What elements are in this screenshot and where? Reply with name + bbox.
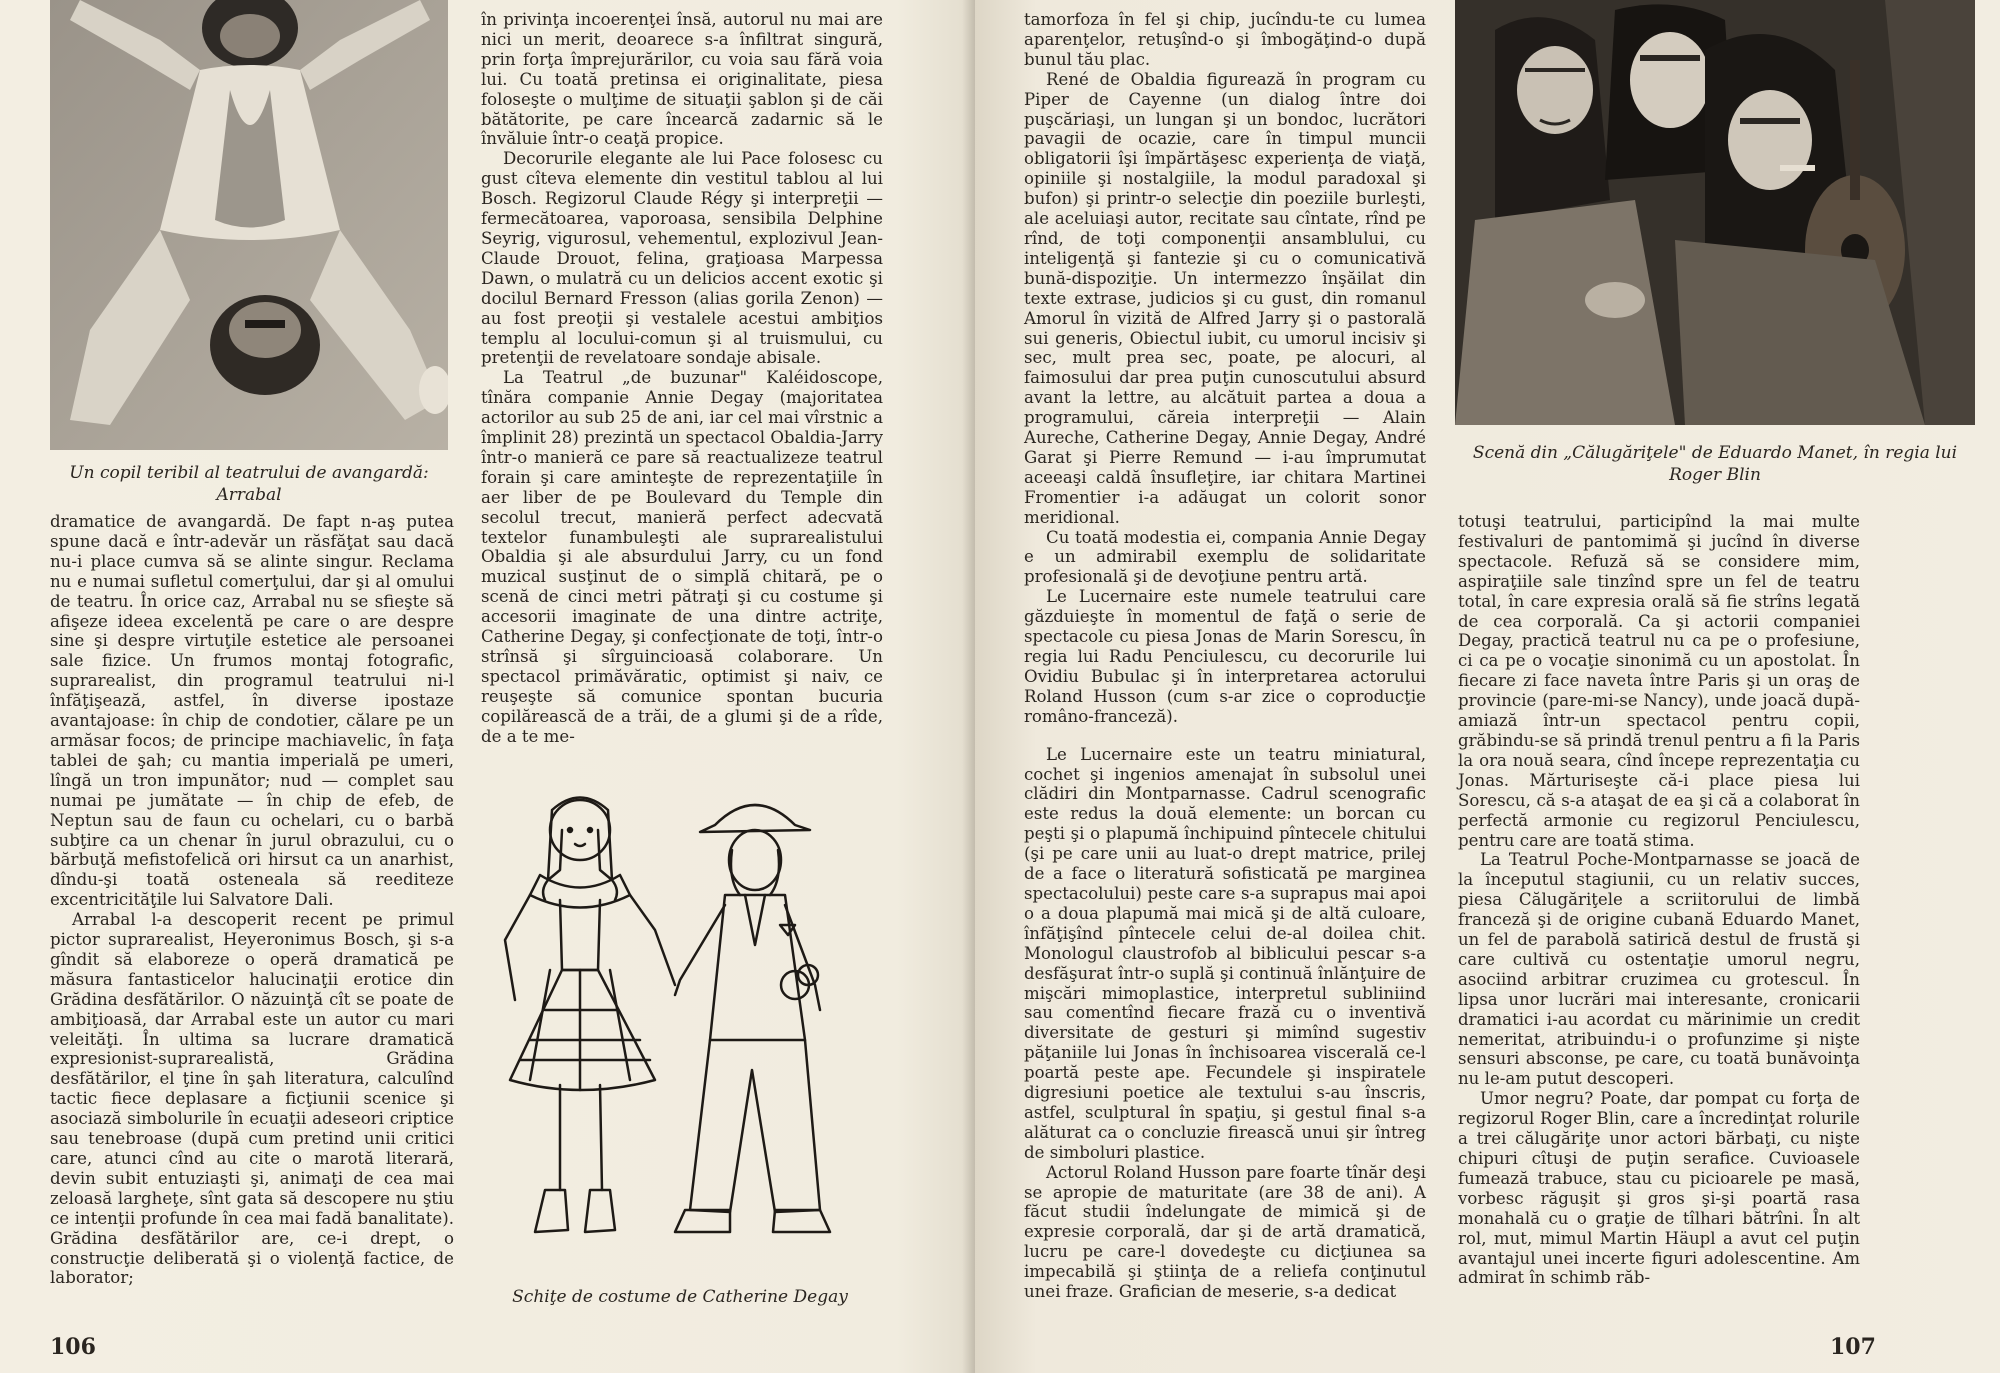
nuns-scene-photo-icon (1455, 0, 1975, 425)
left-page-column-2 (481, 10, 883, 747)
costume-sketch-drawing (490, 770, 870, 1270)
left-page-column-1 (50, 512, 454, 1288)
paragraph: Arrabal l-a descoperit recent pe primul pictor suprarealist, Heyeronimus Bosch, şi s-a gîndit să elaboreze o operă dramatică pe măsura fantasticelor halucinaţii erotice din Grădina desfătărilor. O năzuinţă cît se poate de ambiţioasă, dar Arrabal este un autor cu mari veleităţi. În ultima sa lucrare dramatică expresionist-suprarealistă, Grădina desfătărilor, el ţine în şah literatura, calculînd tactic fiece deplasare a ficţiunii scenice şi asociază simbolurile în ecuaţii adeseori criptice sau tenebroase (după cum pretind unii critici care, atunci cînd au cite o marotă literară, devin subit entuziaşti şi, animaţi de cea mai zeloasă largheţe, sînt gata să descopere nu ştiu ce intenţii profunde în cea mai fadă banalitate). Grădina desfătărilor are, ce-i drept, o construcţie deliberată şi o violenţă factice, de laborator; (50, 910, 454, 1288)
paragraph: în privinţa incoerenţei însă, autorul nu mai are nici un merit, deoarece s-a înfiltrat singură, prin forţa împrejurărilor, cu voia sau fără voia lui. Cu toată pretinsa ei originalitate, piesa foloseşte o mulţime de situaţii şablon şi de căi bătătorite, pe care încearcă zadarnic să le învăluie într-o ceaţă propice. (481, 10, 883, 149)
arrabal-photo (50, 0, 448, 450)
paragraph: tamorfoza în fel şi chip, jucîndu-te cu lumea aparenţelor, retuşînd-o şi îmbogăţind-o după bunul tău plac. (1024, 10, 1426, 69)
paragraph: totuşi teatrului, participînd la mai multe festivaluri de pantomimă şi jucînd în diverse spectacole. Refuză să se considere mim, aspiraţiile sale tinzînd spre un fel de teatru total, în care expresia orală să fie strîns legată de cea corporală. Ca şi actorii companiei Degay, practică teatrul nu ca pe o profesiune, ci ca pe o vocaţie sinonimă cu un apostolat. În fiecare zi face naveta între Paris şi un oraş de provincie (pare-mi-se Nancy), unde joacă după-amiază într-un spectacol pentru copii, grăbindu-se să prindă trenul pentru a fi la Paris la ora nouă seara, cînd începe reprezentaţia cu Jonas. Mărturiseşte că-i place piesa lui Sorescu, că s-a ataşat de ea şi că a colaborat în perfectă armonie cu regizorul Penciulescu, pentru care are toată stima. (1458, 512, 1860, 850)
paragraph: La Teatrul Poche-Montparnasse se joacă de la începutul stagiunii, cu un relativ succes, piesa Călugăriţele a scriitorului de limbă franceză şi de origine cubană Eduardo Manet, un fel de parabolă satirică destul de frustă şi care cultivă cu ostentaţie umorul negru, asociind arbitrar cruzimea cu grotescul. În lipsa unor lucrări mai interesante, cronicarii dramatici i-au acordat cu mărinimie un credit nemeritat, atribuindu-i o profunzime şi nişte sensuri absconse, pe care, cu toată bunăvoinţa nu le-am putut descoperi. (1458, 850, 1860, 1089)
paragraph: La Teatrul „de buzunar" Kaléidoscope, tînăra companie Annie Degay (majoritatea actorilor au sub 25 de ani, iar cel mai vîrstnic a împlinit 28) prezintă un spectacol Obaldia-Jarry într-o manieră ce pare să reactualizeze teatrul forain şi care aminteşte de reprezentaţiile în aer liber de pe Boulevard du Temple din secolul trecut, manieră perfect adecvată textelor funambuleşti ale suprarealistului Obaldia şi ale absurdului Jarry, cu un fond muzical susţinut de o simplă chitară, pe o scenă de cinci metri pătraţi şi cu costume şi accesorii imaginate de una dintre actriţe, Catherine Degay, şi confecţionate de toţi, într-o strînsă şi sîrguincioasă colaborare. Un spectacol primăvăratic, optimist şi naiv, ce reuşeşte să comunice spontan bucuria copilărească de a trăi, de a glumi şi de a rîde, de a te me- (481, 368, 883, 746)
paragraph: Le Lucernaire este un teatru miniatural, cochet şi ingenios amenajat în subsolul unei clădiri din Montparnasse. Cadrul scenografic este redus la două elemente: un borcan cu peşti şi o plapumă închipuind pîntecele chitului (şi pe care unii au luat-o drept matrice, prilej de a face o literatură sofisticată pe marginea spectacolului) peste care s-a suprapus mai apoi o a doua plapumă mai mică şi de altă culoare, înfăţişînd pîntecele celui de-al doilea chit. Monologul claustrofob al biblicului pescar s-a desfăşurat într-o suplă şi continuă înlănţuire de mişcări mimoplastice, interpretul subliniind sau comentînd fiecare frază cu o inventivă diversitate de gesturi şi mimînd sugestiv păţaniile lui Jonas în închisoarea viscerală ce-l poartă peste ape. Fecundele şi inspiratele digresiuni poetice ale textului s-au înscris, astfel, sculptural în spaţiu, şi gestul final s-a alăturat ca o concluzie firească unui şir întreg de simboluri plastice. (1024, 744, 1426, 1162)
paragraph: dramatice de avangardă. De fapt n-aş putea spune dacă e într-adevăr un răsfăţat sau dacă nu-i place cumva să se alinte singur. Reclama nu e numai sufletul comerţului, dar şi al omului de teatru. În orice caz, Arrabal nu se sfieşte să afişeze ideea excelentă pe care o are despre sine şi despre virtuţile estetice ale persoanei sale fizice. Un frumos montaj fotografic, suprarealist, din programul teatrului ni-l înfăţişează, astfel, în diverse ipostaze avantajoase: în chip de condotier, călare pe un armăsar focos; de principe machiavelic, în faţa tablei de şah; cu mantia imperială pe umeri, lîngă un tron impunător; nud — complet sau numai pe jumătate — în chip de efeb, de Neptun sau de faun cu ochelari, cu o barbă subţire ca un chenar în jurul obrazului, cu o bărbuţă mefistofelică ori hirsut ca un anarhist, dîndu-şi toată osteneala să reediteze excentricităţile lui Salvatore Dali. (50, 512, 454, 910)
paragraph: Umor negru? Poate, dar pompat cu forţa de regizorul Roger Blin, care a încredinţat rolurile a trei călugăriţe unor actori bărbaţi, cu nişte chipuri cîtuşi de puţin serafice. Cuvioasele fumează trabuce, stau cu picioarele pe masă, vorbesc răguşit şi gros şi-şi poartă rasa monahală cu o graţie de tîlhari bătrîni. În alt rol, mut, mimul Martin Häupl a avut cel puţin avantajul unei incerte figuri adolescentine. Am admirat în schimb răb- (1458, 1089, 1860, 1288)
arrabal-photo-caption: Un copil teribil al teatrului de avangardă: Arrabal (69, 463, 429, 505)
paragraph: Decorurile elegante ale lui Pace folosesc cu gust cîteva elemente din vestitul tablou al lui Bosch. Regizorul Claude Régy şi interpreţii — fermecătoarea, vaporoasa, sensibila Delphine Seyrig, vigurosul, vehementul, explozivul Jean-Claude Drouot, felina, graţioasa Marpessa Dawn, o mulatră cu un delicios accent exotic şi docilul Bernard Fresson (alias gorila Zenon) — au fost preoţii şi vestalele acestui ambiţios templu al locului-comun şi al truismului, cu pretenţii de revelatoare sondaje abisale. (481, 149, 883, 368)
right-page (975, 0, 2000, 1373)
paragraph: Le Lucernaire este numele teatrului care găzduieşte în momentul de faţă o serie de spectacole cu piesa Jonas de Marin Sorescu, în regia lui Radu Penciulescu, cu decorurile lui Ovidiu Bubulac şi în interpretarea actorului Roland Husson (cum s-ar zice o coproducţie româno-franceză). (1024, 587, 1426, 726)
inverted-portrait-photo (50, 0, 448, 450)
drawing-caption: Schiţe de costume de Catherine Degay (512, 1287, 848, 1307)
page-number-right: 107 (1830, 1334, 1876, 1360)
nuns-photo-caption: Scenă din „Călugăriţele" de Eduardo Manet, în regia lui Roger Blin (1472, 443, 1958, 485)
paragraph: René de Obaldia figurează în program cu Piper de Cayenne (un dialog între doi puşcăriaşi, un lungan şi un bondoc, lucrători pavagii de ocazie, care în timpul muncii obligatorii îşi împărtăşesc experienţa de viaţă, opiniile şi nostalgiile, la modul paradoxal şi bufon) şi printr-o selecţie din poeziile burleşti, ale aceluiaşi autor, recitate sau cîntate, rînd pe rînd, de toţi componenţii ansamblului, cu inteligenţă şi fantezie şi cu o comunicativă bună-dispoziţie. Un intermezzo înşăilat din texte extrase, judicios şi cu gust, din romanul Amorul în vizită de Alfred Jarry şi o pastorală sui generis, Obiectul iubit, cu umorul incisiv şi sec, mult prea sec, poate, pe alocuri, al faimosului dar prea puţin cunoscutului absurd avant la lettre, au alcătuit partea a doua a programului, căreia interpreţii — Alain Aureche, Catherine Degay, Annie Degay, André Garat şi Pierre Remund — i-au împrumutat aceeaşi caldă însufleţire, iar chitara Martinei Fromentier i-a adăugat un colorit sonor meridional. (1024, 69, 1426, 527)
right-page-column-2 (1458, 512, 1860, 1288)
left-page (0, 0, 975, 1373)
paragraph: Cu toată modestia ei, compania Annie Degay e un admirabil exemplu de solidaritate profesională şi de devoţiune pentru artă. (1024, 527, 1426, 587)
nuns-scene-photo (1455, 0, 1975, 425)
right-page-column-1 (1024, 10, 1426, 1302)
page-number-left: 106 (50, 1334, 96, 1360)
costume-sketch-icon (490, 770, 870, 1270)
paragraph: Actorul Roland Husson pare foarte tînăr deşi se apropie de maturitate (are 38 de ani). A făcut studii îndelungate de mimică şi de expresie corporală, dar şi de artă dramatică, lucru pe care-l dovedeşte cu dicţiunea sa impecabilă şi ştiinţa de a reliefa conţinutul unei fraze. Grafician de meserie, s-a dedicat (1024, 1162, 1426, 1302)
